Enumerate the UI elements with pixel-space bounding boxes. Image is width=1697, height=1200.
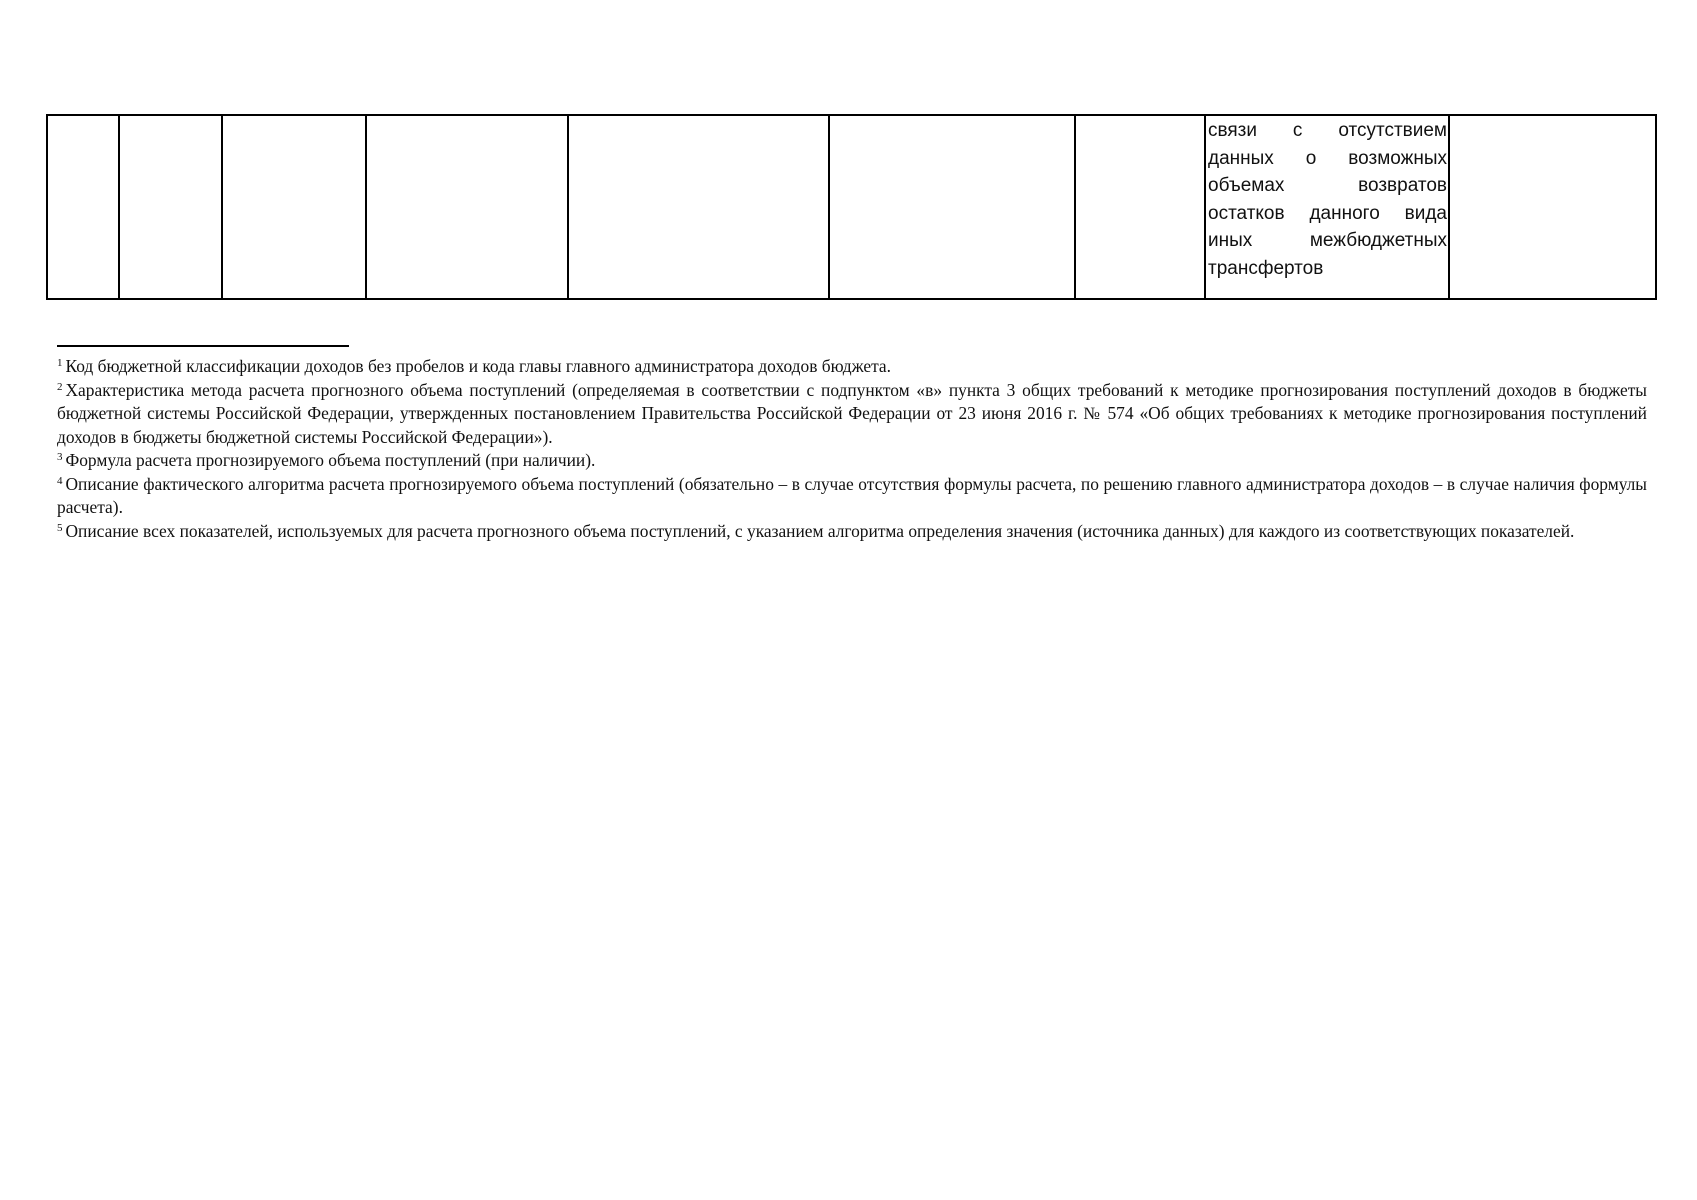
footnote-4 xyxy=(57,473,1647,520)
table-cell-1 xyxy=(47,115,119,299)
footnote-number: 4 xyxy=(57,474,63,487)
table-cell-4 xyxy=(366,115,568,299)
footnote-1 xyxy=(57,355,1647,379)
table-cell-3 xyxy=(222,115,366,299)
footnote-number: 5 xyxy=(57,521,63,534)
footnote-3 xyxy=(57,449,1647,473)
footnote-number: 2 xyxy=(57,380,63,393)
footnote-text: Описание фактического алгоритма расчета прогнозируемого объема поступлений (обязательно – в случае отсутствия формулы расчета, по решению главного администратора доходов – в случае наличия формулы расчета). xyxy=(57,473,1647,517)
table-cell-9 xyxy=(1449,115,1656,299)
footnote-number: 3 xyxy=(57,451,63,463)
footnote-separator xyxy=(57,345,349,347)
footnote-text: Формула расчета прогнозируемого объема поступлений (при наличии). xyxy=(65,450,596,470)
footnotes xyxy=(57,355,1647,543)
table-cell-6 xyxy=(829,115,1075,299)
table-cell-5 xyxy=(568,115,829,299)
footnote-text: Описание всех показателей, используемых для расчета прогнозного объема поступлений, с указанием алгоритма определения значения (источника данных) для каждого из соответствующих показателей. xyxy=(65,520,1575,541)
table-cell-2 xyxy=(119,115,222,299)
footnote-text: Код бюджетной классификации доходов без пробелов и кода главы главного администратора доходов бюджета. xyxy=(65,356,891,376)
cell-description-text: связи с отсутствием данных о возможных объемах возвратов остатков данного вида иных межбюджетных трансфертов xyxy=(1208,120,1447,279)
table-row xyxy=(47,115,1656,299)
footnote-5 xyxy=(57,520,1647,544)
footnote-text: Характеристика метода расчета прогнозного объема поступлений (определяемая в соответствии с подпунктом «в» пункта 3 общих требований к методике прогнозирования поступлений доходов в бюджеты бюджетной системы Российской Федерации, утвержденных постановлением Правительства Российской Федерации от 23 июня 2016 г. № 574 «Об общих требованиях к методике прогнозирования поступлений доходов в бюджеты бюджетной системы Российской Федерации»). xyxy=(57,379,1647,447)
table-cell-8 xyxy=(1205,115,1449,299)
footnote-number: 1 xyxy=(57,357,63,369)
table-cell-7 xyxy=(1075,115,1205,299)
footnote-2 xyxy=(57,379,1647,450)
data-table xyxy=(46,114,1657,300)
